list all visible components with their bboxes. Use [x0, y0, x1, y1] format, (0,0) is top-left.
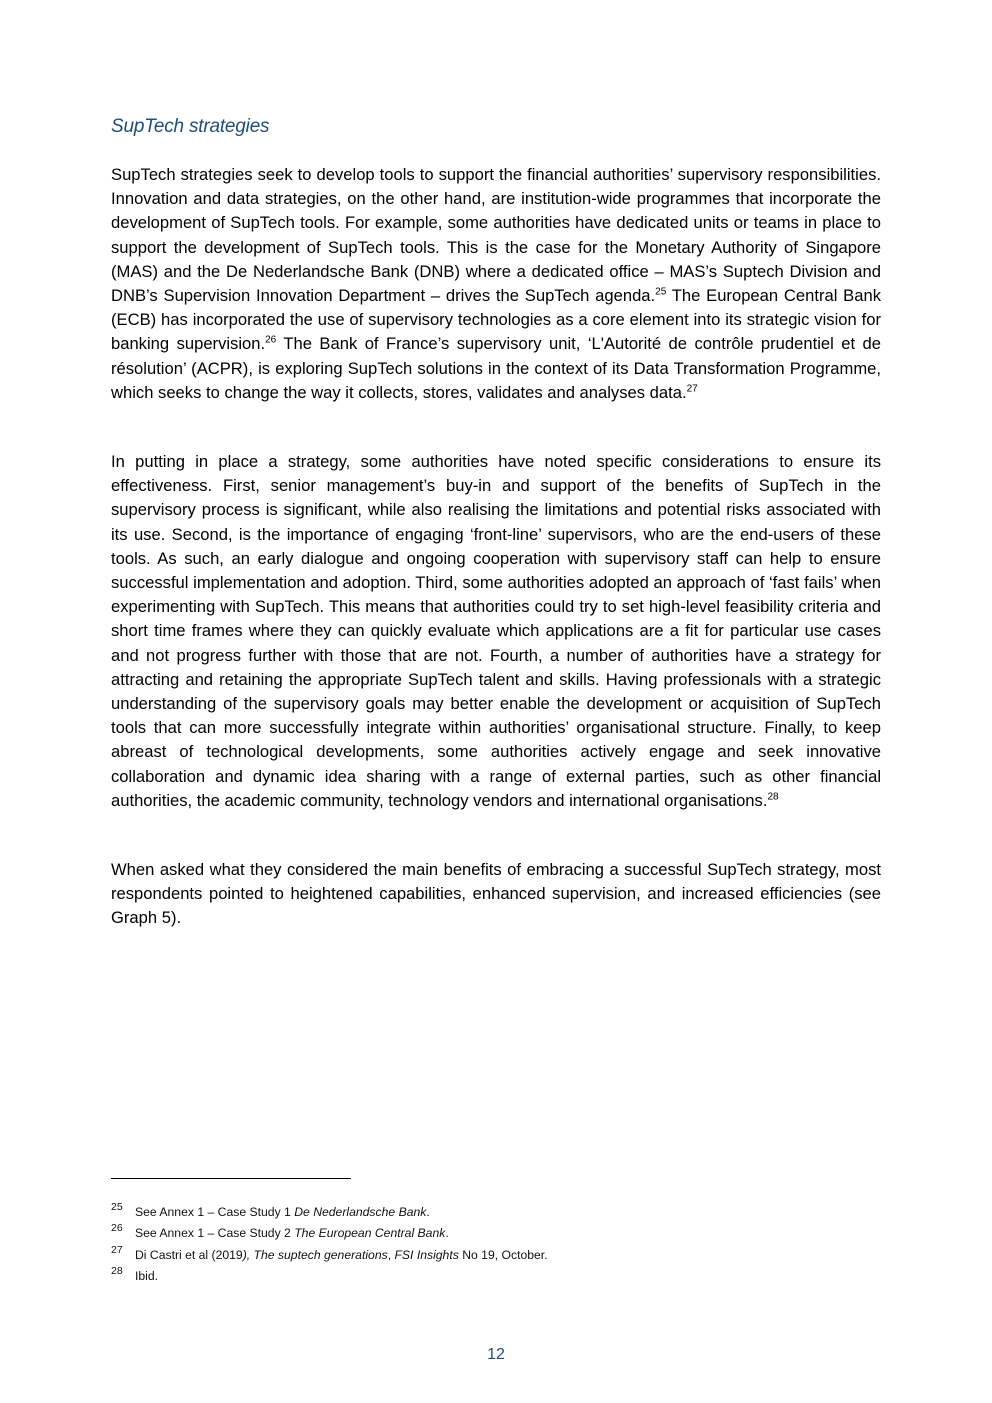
footnote-title: FSI Insights — [394, 1247, 459, 1262]
footnote-text-part: Di Castri et al (2019 — [135, 1247, 243, 1262]
footnote-text-part: , — [387, 1247, 395, 1262]
footnote-item — [111, 1266, 881, 1287]
footnote-title: The European Central Bank — [294, 1226, 446, 1241]
footnote-title: ), The suptech generations — [242, 1247, 388, 1262]
footnote-item — [111, 1202, 881, 1223]
page-number: 12 — [487, 1346, 505, 1363]
footnote-text-part: No 19, October. — [458, 1247, 548, 1262]
footnote-text — [135, 1223, 449, 1244]
footnote-number: 28 — [111, 1265, 123, 1278]
footnote-number: 26 — [111, 1222, 123, 1235]
footnote-reference[interactable]: 27 — [686, 383, 698, 395]
body-paragraph-1 — [111, 163, 881, 405]
footnote-separator — [111, 1178, 351, 1179]
footnote-text-part: See Annex 1 – Case Study 1 — [135, 1205, 295, 1219]
footnote-reference[interactable]: 26 — [265, 334, 277, 346]
footnote-number: 25 — [111, 1201, 123, 1213]
footnote-text — [135, 1202, 430, 1223]
paragraph-text: The Bank of France’s supervisory unit, ‘L'Autorité de contrôle prudentiel et de résolution’ (ACPR), is exploring SupTech solutions in the context of its Data Transformation Programme, which seeks to change the way it collects, stores, validates and analyses data. — [111, 334, 881, 402]
section-heading: SupTech strategies — [111, 116, 270, 137]
footnote-text-part: See Annex 1 – Case Study 2 — [135, 1226, 295, 1241]
footnote-reference[interactable]: 28 — [767, 791, 779, 803]
paragraph-text: The European Central Bank (ECB) has incorporated the use of supervisory technologies as a core element into its strategic vision for banking supervision. — [111, 286, 881, 354]
footnote-number: 27 — [111, 1243, 123, 1256]
footnote-title: De Nederlandsche Bank — [294, 1205, 427, 1219]
body-paragraph-3 — [111, 858, 881, 931]
paragraph-text: SupTech strategies seek to develop tools to support the financial authorities’ supervisory responsibilities. Innovation and data strategies, on the other hand, are institution-wide programmes that incorporate the development of SupTech tools. For example, some authorities have dedicated units or teams in place to support the development of SupTech tools. This is the case for the Monetary Authority of Singapore (MAS) and the De Nederlandsche Bank (DNB) where a dedicated office – MAS’s Suptech Division and DNB’s Supervision Innovation Department – drives the SupTech agenda. — [111, 165, 881, 306]
footnote-text — [135, 1266, 158, 1287]
body-paragraph-2 — [111, 450, 881, 813]
footnote-item — [111, 1245, 881, 1266]
paragraph-text: In putting in place a strategy, some authorities have noted specific considerations to ensure its effectiveness. First, senior management’s buy-in and support of the benefits of SupTech in the supervisory process is significant, while also realising the limitations and potential risks associated with its use. Second, is the importance of engaging ‘front-line’ supervisors, who are the end-users of these tools. As such, an early dialogue and ongoing cooperation with supervisory staff can help to ensure successful implementation and adoption. Third, some authorities adopted an approach of ‘fast fails’ when experimenting with SupTech. This means that authorities could try to set high-level feasibility criteria and short time frames where they can quickly evaluate which applications are a fit for particular use cases and not progress further with those that are not. Fourth, a number of authorities have a strategy for attracting and retaining the appropriate SupTech talent and skills. Having professionals with a strategic understanding of the supervisory goals may better enable the development or acquisition of SupTech tools that can more successfully integrate within authorities’ organisational structure. Finally, to keep abreast of technological developments, some authorities actively engage and seek innovative collaboration and dynamic idea sharing with a range of external parties, such as other financial authorities, the academic community, technology vendors and international organisations. — [111, 452, 881, 810]
footnotes — [111, 1202, 881, 1288]
footnote-reference[interactable]: 25 — [655, 286, 667, 298]
footnote-text — [135, 1245, 548, 1266]
paragraph-text: When asked what they considered the main benefits of embracing a successful SupTech strategy, most respondents pointed to heightened capabilities, enhanced supervision, and increased efficiencies (see Graph 5). — [111, 860, 881, 928]
footnote-text-part: . — [445, 1226, 449, 1241]
footnote-text-part: Ibid. — [135, 1269, 159, 1284]
footnote-text-part: . — [426, 1205, 430, 1219]
footnote-item — [111, 1223, 881, 1244]
